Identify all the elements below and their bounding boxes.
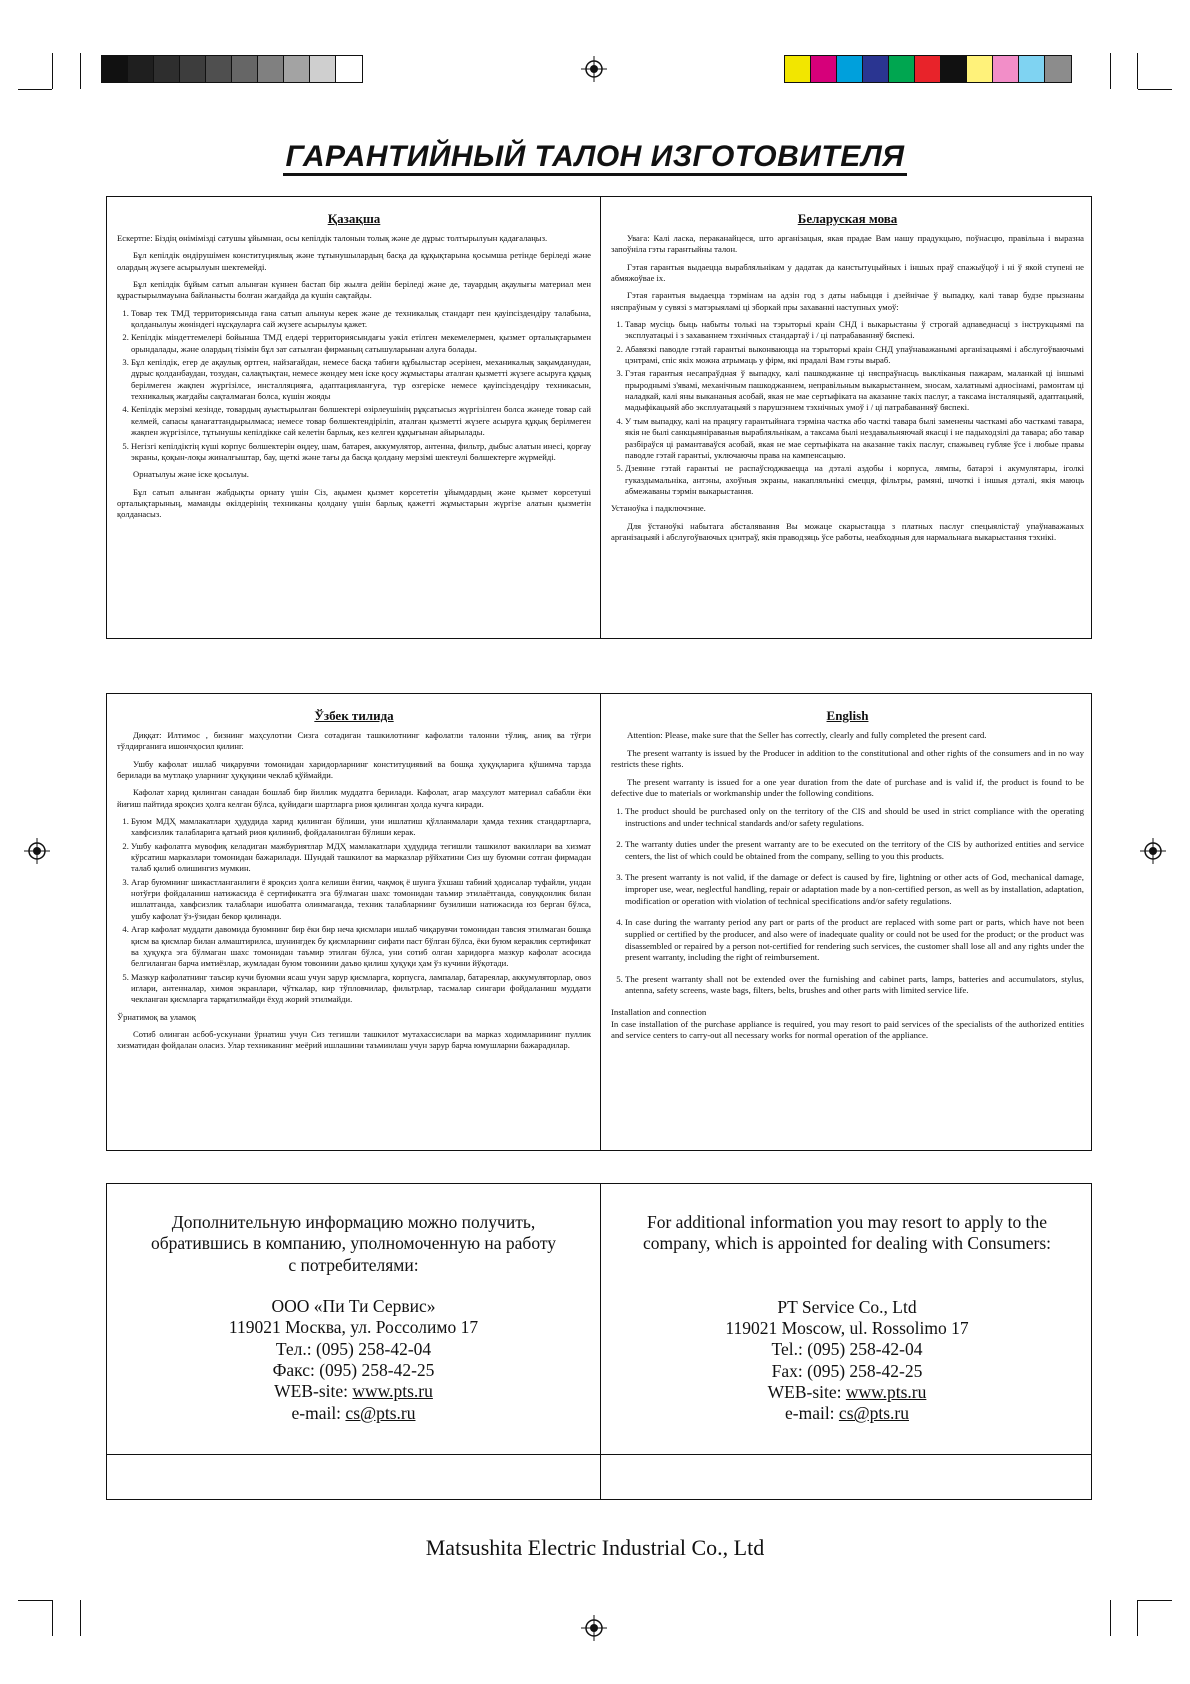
intro-line: company, which is appointed for dealing with Consumers:: [642, 1233, 1052, 1254]
section-heading: Беларуская мова: [797, 211, 898, 226]
email-link[interactable]: cs@pts.ru: [345, 1402, 416, 1423]
color-swatch: [811, 56, 837, 82]
color-swatch: [785, 56, 811, 82]
website-row: [601, 1382, 1093, 1403]
fax: Fax: (095) 258-42-25: [771, 1360, 923, 1381]
list-item: 2. The warranty duties under the present warranty are to be executed on the territory of the CIS by authorized entities and service centers, the list of which could be obtained from the company, selling to you this products.: [625, 839, 1084, 862]
phone: Tel.: (095) 258-42-04: [771, 1339, 923, 1360]
fax: Факс: (095) 258-42-25: [272, 1360, 435, 1381]
crop-mark: [80, 1600, 81, 1636]
contact-box: [106, 1183, 1092, 1500]
address: 119021 Москва, ул. Россолимо 17: [228, 1317, 479, 1338]
color-swatch: [1019, 56, 1045, 82]
company-name: ООО «Пи Ти Сервис»: [271, 1296, 436, 1317]
attention-text: Ескертпе: Біздің өнімімізді сатушы ұйымнан, осы кепілдік талонын толық және де дұрыс толтырылуын қадағалаңыз.: [117, 233, 548, 243]
contact-en: [600, 1184, 1093, 1499]
crop-mark: [52, 53, 53, 89]
list-item: 5. Дзеянне гэтай гарантыі не распаўсюджваецца на дэталі аздобы і корпуса, лямпы, батарэі і акумулятары, іголкі гуказдымальніка, антэны, ахоўныя экраны, накапляльнікі смецця, фільтры, рамяні, шчоткі і іншыя дэталі, якія маюць абмежаваны тэрмін выкарыстання.: [625, 463, 1084, 497]
registration-mark-icon: [581, 1615, 607, 1641]
list-item: 1. Тавар мусіць быць набыты толькі на тэрыторыі краін СНД і выкарыстаны ў строгай адпаведнасці з інструкцыямі па эксплуатацыі і з захаваннем тэхнічных стандартаў і / ці патрабаванняў бяспекі.: [625, 319, 1084, 342]
color-calibration-bar: [784, 55, 1072, 83]
website-link[interactable]: www.pts.ru: [845, 1382, 927, 1403]
list-item: 4. In case during the warranty period any part or parts of the product are replaced with some part or parts, which have not been supplied or certified by the producer, and also were of inadequate quality or could not be used for the product; or the product was disassembled or repaired by a person not-certified for rendering such services, the customer shall lose all and any rights under the present warranty, including the right of reimbursement.: [625, 917, 1084, 963]
color-swatch: [206, 56, 232, 82]
divider: [107, 1454, 1091, 1455]
intro-line: For additional information you may resort to apply to the: [647, 1212, 1047, 1232]
color-swatch: [941, 56, 967, 82]
phone: Тел.: (095) 258-42-04: [275, 1338, 432, 1359]
attention-text: Attention: Please, make sure that the Seller has correctly, clearly and fully completed the present card.: [627, 730, 987, 740]
color-swatch: [915, 56, 941, 82]
list-item: 4. У тым выпадку, калі на працягу гарантыйнага тэрміна частка або часткі тавара былі заменены часткамі або часткамі тавара, якія не былі санкцыянiраваныя вырабляльнікам, а таксама былі нездавальняючай якасці і не падыходзілі да тавара; або тавар разбіраўся ці рамантаваўся асобай, якая не мае сертыфіката на аказанне такіх паслуг, спажывец губляе ўсе і любые правы паводле гэтай гарантыі, уключаючы права на кампенсацыю.: [625, 416, 1084, 461]
conditions-list: [611, 319, 1084, 497]
list-item: 4. Агар кафолат муддати давомида буюмнинг бир ёки бир неча қисмлари ишлаб чиқарувчи томонидан тавсия этилмаган бошқа қисм ва қисмлар билан алмаштирилса, шунингдек бу қисмларнинг сифати паст бўлган бўлса, ёки буюм кераклик сертификат ва ҳуқуқга эга бўлмаган шахс томонидан таъмир этилган бўлса, уни сотиб олган харидорга мазкур кафолат асосида белгиланган барча имтиёзлар, жумладан буюм товонини даъво қилиш ҳуқуқи ҳам ўз кучини йўқотади.: [131, 924, 591, 969]
color-swatch: [180, 56, 206, 82]
website-link[interactable]: www.pts.ru: [352, 1381, 433, 1402]
intro-line: Дополнительную информацию можно получить,: [171, 1212, 536, 1232]
list-item: 3. The present warranty is not valid, if the damage or defect is caused by fire, lightning or other acts of God, mechanical damage, improper use, wear, neglectful handling, repair or adaptation made by a non-certified person, as well as by installation, adaptation, modification or operation with violation of technical specifications and/or safety regulations.: [625, 872, 1084, 907]
color-swatch: [232, 56, 258, 82]
registration-mark-icon: [1140, 838, 1166, 864]
section-heading: English: [826, 708, 869, 723]
page-title: ГАРАНТИЙНЫЙ ТАЛОН ИЗГОТОВИТЕЛЯ: [0, 140, 1190, 174]
install-text: Бұл сатып алынған жабдықты орнату үшін Сіз, ақымен қызмет көрсететін ұйымдардың және қызмет көрсетуші орталықтарының, маманды өкілдерінің техниканы қолдану үшін барлық қажетті жұмыстарын жүргізе алатын қызметін қолданасыз.: [117, 486, 591, 520]
email-label: e-mail:: [291, 1402, 346, 1423]
crop-mark: [1110, 53, 1111, 89]
paragraph: Кафолат харид қилинган санадан бошлаб бир йиллик муддатга берилади. Кафолат, агар маҳсулот материал сабабли ёки йиғиш пайтида яроқсиз ҳолга келган бўлса, қуйидаги шартларга риоя қилинган ҳолда кучга киради.: [117, 787, 591, 809]
color-swatch: [837, 56, 863, 82]
install-text: Сотиб олинган асбоб-ускунани ўрнатиш учун Сиз тегишли ташкилот мутахассислари ва марказ ходимларининг пуллик хизматидан фойдалан оласиз. Улар техниканинг меёрий ишлашини таъминлаш учун зарур барча юмушларни бажарадилар.: [117, 1028, 591, 1051]
list-item: 5. Мазкур кафолатнинг таъсир кучи буюмни ясаш учун зарур қисмларга, корпусга, лампалар, батареялар, аккумуляторлар, овоз иглари, антенналар, химоя экранлари, чўткалар, кир тўпловчилар, фильтрлар, тасмалар сингари фойдаланиш муддати чекланган қисмларга тарқатилмайди ёхуд жорий этилмайди.: [131, 972, 591, 1006]
intro-line: с потребителями:: [288, 1254, 419, 1275]
install-text: In case installation of the purchase appliance is required, you may resort to paid services of the specialists of the authorized entities and service centers to carry-out all necessary works for normal operation of the appliance.: [611, 1018, 1084, 1041]
list-item: 3. Бұл кепілдік, егер де ақаулық өртген, найзағайдан, немесе басқа табиғи құбылыстар әсерінен, механикалық зақымданудан, дұрыс қолданбаудан, тозудан, салақтықтан, немесе жөндеу мен іске қосу жұмыстары аталған қызметті жүзеге асыруға құқық берілмеген жақпен жүргізілсе, инсталляцияға, адаптацияланғуға, түр өзгерiске немесе қауіпсіздендіру техникасын, техникалық жағдайы сақталмаған болса, күшін жояды: [131, 357, 591, 402]
registration-mark-icon: [581, 56, 607, 82]
email-link[interactable]: cs@pts.ru: [838, 1403, 909, 1424]
crop-mark: [18, 1600, 52, 1601]
paragraph: Ушбу кафолат ишлаб чиқарувчи томонидан харидорларнинг конституциявий ва бошқа ҳуқуқларига қўшимча тарзда берилади ва мутлақо уларнинг ҳуқуқини чеклаб қўймайди.: [117, 758, 591, 781]
install-title: Ўрнатимоқ ва уламоқ: [117, 1011, 196, 1022]
color-swatch: [889, 56, 915, 82]
list-item: 5. Негізгі кепілдіктің күші корпус бөлшектерін өңдеу, шам, батарея, аккумулятор, антенна, фильтр, дыбыс алатын инесі, қорғау экраны, қоқын-лоқы жиналғыштар, бау, щеткі және тағы да басқа қолдану мерзімі шектеулі бөлшектерге жүрмейді.: [131, 441, 591, 464]
attention-text: Диққат: Илтимос , бизнинг маҳсулотни Сизга сотадиган ташкилотнинг кафолатли талонни тўлиқ, аниқ ва тўғри тўлдирганига ишончҳосил қилинг.: [117, 730, 591, 752]
color-swatch: [284, 56, 310, 82]
section-heading: Ўзбек тилида: [314, 708, 394, 723]
crop-mark: [1137, 53, 1138, 89]
email-row: [107, 1403, 600, 1424]
email-row: [601, 1403, 1093, 1424]
english-section: [600, 694, 1093, 1150]
paragraph: Гэтая гарантыя выдаецца тэрмінам на адзін год з даты набыцця і дзейнічае ў выпадку, калі тавар будзе прызнаны няспраўным у сувязі з матэрыяламі ці зборкай пры захаванні наступных умоў:: [611, 290, 1084, 312]
list-item: 4. Кепілдік мерзімі кезінде, товардың ауыстырылған бөлшектері өзірлеушінің рұқсатысыз жүргізілген болса жәнеде товар сай келмей, сапасы қанағаттандырылмаса; немесе товар бөлшектендіріліп, аталған қызметті жүзеге асыруға құқық берілмеген жақпен жүргізілсе, тұтынушы кепілдікке сай келетін барлық, кез келген құқығынан айырылады.: [131, 404, 591, 438]
crop-mark: [1138, 89, 1172, 90]
install-title: Installation and connection: [611, 1006, 707, 1017]
crop-mark: [1137, 1600, 1138, 1636]
color-swatch: [102, 56, 128, 82]
list-item: 3. Агар буюмнинг шикастланганлиги ё яроқсиз ҳолга келиши ёнғин, чақмоқ ё шунга ўхшаш табиий ҳодисалар туфайли, ундан нотўғри фойдаланиш натижасида ё сертификатга эга бўлмаган шахс томонидан таъмир этилаётганда, совуққонлик билан ишлатганда, хавфсизлик талаблари ишобатга олинмаганда, техник талабларнинг бузилиши натижасида юз берган бўлса, ушбу кафолат ўз-ўзидан бекор қилинади.: [131, 877, 591, 922]
list-item: 2. Ушбу кафолатга мувофиқ келадиган мажбуриятлар МДҲ мамлакатлари ҳудудида тегишли ташкилот вакиллари ва хизмат кўрсатиш марказлари томонидан бажарилади. Шундай ташкилот ва марказлар рўйхатини Сиз шу буюмни сотган фирмадан талаб қилиб олишингиз мумкин.: [131, 841, 591, 875]
section-heading: Қазақша: [327, 211, 381, 226]
belarusian-section: [600, 197, 1093, 638]
crop-mark: [52, 1600, 53, 1636]
list-item: 2. Кепілдік міндеттемелері бойынша ТМД елдері территориясындағы уәкіл етілген мекемелермен, қызмет орталықтарымен орындалады, және олардың тізімін бұл зат сатылған фирманың сатышуларынан алуға болады.: [131, 332, 591, 355]
warranty-box-middle: [106, 693, 1092, 1151]
intro-line: обратившись в компанию, уполномоченную на работу: [150, 1233, 557, 1254]
website-label: WEB-site:: [767, 1382, 846, 1403]
color-swatch: [863, 56, 889, 82]
list-item: 3. Гэтая гарантыя несапраўдная ў выпадку, калі пашкоджанне ці няспраўнасць выкліканыя пажарам, маланкай ці іншымі прыроднымі з'явамі, механічным пашкоджаннем, неправільным выкарыстаннем, зносам, халатнымі адносінамі, рамонтам ці наладкай, калі яны выкананыя асобай, якая не мае сертыфіката на аказанне такіх паслуг, а таксама інсталяцыяй, адаптацыяй, мадыфікацыяй або эксплуатацыяй з парушэннем тэхнічных умоў і / ці патрабаванняў бяспекі.: [625, 368, 1084, 413]
contact-ru: [107, 1184, 600, 1454]
conditions-list: [611, 806, 1084, 997]
registration-mark-icon: [24, 838, 50, 864]
website-row: [107, 1381, 600, 1402]
kazakh-section: [107, 197, 600, 638]
crop-mark: [80, 53, 81, 89]
color-swatch: [967, 56, 993, 82]
company-name: PT Service Co., Ltd: [777, 1296, 917, 1317]
color-swatch: [993, 56, 1019, 82]
paragraph: The present warranty is issued by the Producer in addition to the constitutional and other rights of the consumers and in no way restricts these rights.: [611, 747, 1084, 770]
paragraph: Бұл кепілдік өндірушімен конституциялық және тұтынушылардың басқа да құқықтарына қосымша ретінде беріледі және олардың жүзеге асырылуын шектемейді.: [117, 250, 591, 272]
uzbek-section: [107, 694, 600, 1150]
list-item: 5. The present warranty shall not be extended over the furnishing and cabinet parts, lamps, batteries and accumulators, stylus, antenna, safety screens, waste bags, filters, belts, brushes and other parts with limited service life.: [625, 974, 1084, 997]
email-label: e-mail:: [784, 1403, 839, 1424]
color-swatch: [1045, 56, 1071, 82]
attention-text: Увага: Калі ласка, пераканайцеся, што арганізацыя, якая прадае Вам нашу прадукцыю, поўнасцю, правільна і выразна запоўніла гэты гарантыйны талон.: [611, 233, 1084, 255]
manufacturer-name: Matsushita Electric Industrial Co., Ltd: [425, 1535, 765, 1560]
grayscale-calibration-bar: [101, 55, 363, 83]
list-item: 1. Товар тек ТМД территориясында ғана сатып алынуы керек және де техникалық стандарт пен қауіпсіздендіру талабына, қолданылуы жөніндегі нұсқауларға сай жүзеге асырылуы қажет.: [131, 308, 591, 331]
install-title: Орнатылуы және іске қосылуы.: [133, 469, 249, 480]
list-item: 1. Буюм МДҲ мамлакатлари ҳудудида харид қилинган бўлиши, уни ишлатиш қўлланмалари ҳамда техник стандартларга, хавфсизлик талабларига қатъий риоя қилиниб, фойдаланилган бўлиши керак.: [131, 816, 591, 839]
paragraph: Бұл кепілдік бұйым сатып алынған күннен бастап бір жылға дейін беріледі және де, тауардың ақаулығы материал мен құрастырылмауына байланысты болған жағдайда да күшін сақтайды.: [117, 279, 591, 301]
crop-mark: [18, 89, 52, 90]
paragraph: The present warranty is issued for a one year duration from the date of purchase and is valid if, the product is found to be defective due to materials or workmanship under the following conditions.: [611, 776, 1084, 799]
address: 119021 Moscow, ul. Rossolimo 17: [725, 1318, 969, 1339]
color-swatch: [336, 56, 362, 82]
color-swatch: [128, 56, 154, 82]
list-item: 1. The product should be purchased only on the territory of the CIS and should be used in strict compliance with the operating instructions and under technical standards and/or safety regulations.: [625, 806, 1084, 829]
paragraph: Гэтая гарантыя выдаецца вырабляльнікам у дадатак да канстытуцыйных і іншых праў спажыўцоў і ні ў якой ступені не абмяжоўвае іх.: [611, 261, 1084, 284]
conditions-list: [117, 308, 591, 463]
crop-mark: [1138, 1600, 1172, 1601]
conditions-list: [117, 816, 591, 1006]
install-title: Устаноўка і падключэнне.: [611, 503, 706, 514]
warranty-box-top: [106, 196, 1092, 639]
list-item: 2. Абавязкі паводле гэтай гарантыі выконваюцца на тэрыторыі краін СНД упаўнаважанымі арганізацыямі і абслугоўваючымі цэнтрамі, спіс якіх можна атрымаць у фірм, які прадалі Вам гэты выраб.: [625, 344, 1084, 367]
color-swatch: [258, 56, 284, 82]
color-swatch: [154, 56, 180, 82]
install-text: Для ўстаноўкі набытага абсталявання Вы можаце скарыстацца з платных паслуг спецыялістаў упаўнаважаных арганізацыяй і абслугоўваючых цэнтраў, якія праводзяць ўсе работы, неабходныя для нармальнага выкарыстання тэхнікі.: [611, 520, 1084, 542]
website-label: WEB-site:: [274, 1381, 353, 1402]
crop-mark: [1110, 1600, 1111, 1636]
color-swatch: [310, 56, 336, 82]
